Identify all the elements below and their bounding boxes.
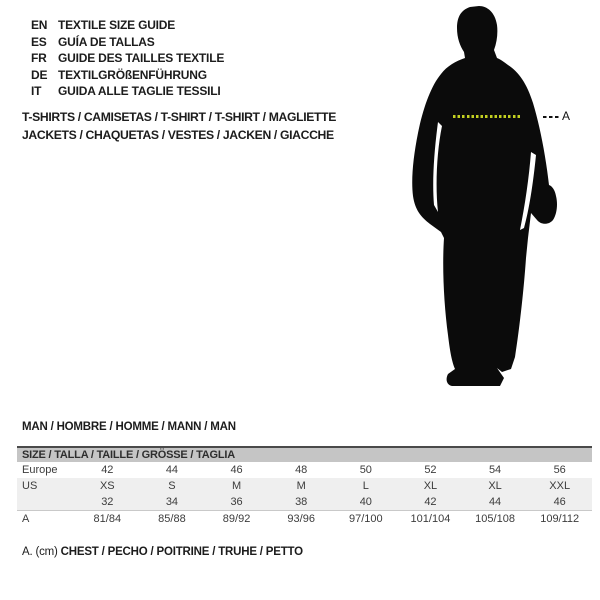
language-label: TEXTILE SIZE GUIDE [58, 18, 176, 32]
footnote-text: CHEST / PECHO / POITRINE / TRUHE / PETTO [60, 546, 303, 558]
language-label: GUIDE DES TAILLES TEXTILE [58, 51, 225, 66]
size-table-body [17, 462, 592, 527]
row-label: Europe [22, 464, 58, 476]
language-code: FR [31, 51, 47, 66]
table-cell: M [296, 480, 306, 492]
table-cell: 85/88 [158, 513, 186, 525]
table-cell: 42 [101, 464, 114, 476]
table-cell: XS [99, 480, 115, 492]
row-label [17, 494, 75, 510]
table-cell: L [362, 480, 369, 492]
table-cell: 52 [424, 464, 437, 476]
chest-measure-line-dotted [453, 115, 521, 118]
table-cell: 105/108 [475, 513, 515, 525]
language-code: ES [31, 34, 47, 49]
table-cell: 97/100 [348, 513, 383, 525]
table-cell: 44 [488, 496, 502, 508]
table-cell: 89/92 [222, 513, 251, 525]
table-cell: 44 [165, 464, 179, 476]
table-cell: 48 [295, 464, 308, 476]
table-cell: XXL [549, 480, 571, 492]
footnote-prefix: A. (cm) [22, 546, 61, 558]
category-line-tshirts: T-SHIRTS / CAMISETAS / T-SHIRT / T-SHIRT / MAGLIETTE [22, 110, 337, 124]
language-label: GUIDA ALLE TAGLIE TESSILI [58, 84, 221, 99]
table-cell: 40 [359, 496, 372, 508]
table-row [17, 510, 592, 527]
table-cell: 93/96 [287, 513, 315, 525]
table-cell: 38 [295, 496, 308, 508]
language-code: IT [31, 84, 42, 99]
language-code: DE [31, 67, 48, 82]
table-cell: 101/104 [410, 513, 451, 525]
table-row [17, 478, 592, 494]
table-cell: 46 [230, 464, 243, 476]
table-row [17, 494, 592, 510]
section-title-man: MAN / HOMBRE / HOMME / MANN / MAN [22, 421, 236, 433]
table-cell: 46 [553, 496, 566, 508]
table-cell: XL [423, 480, 438, 492]
table-cell: 36 [230, 496, 243, 508]
table-cell: 34 [165, 496, 179, 508]
measure-label-a: A [562, 109, 571, 123]
row-label: US [22, 480, 38, 492]
footnote [22, 546, 303, 558]
table-cell: M [231, 480, 242, 492]
language-label: TEXTILGRÖßENFÜHRUNG [58, 67, 207, 82]
measure-callout-dashes [543, 116, 560, 118]
row-label: A [22, 513, 30, 525]
size-table [17, 446, 592, 527]
language-code: EN [31, 18, 48, 32]
table-cell: 54 [488, 464, 502, 476]
table-cell: 56 [553, 464, 566, 476]
table-cell: 109/112 [540, 513, 580, 525]
table-cell: XL [488, 480, 502, 492]
table-cell: 32 [101, 496, 114, 508]
table-cell: S [168, 480, 176, 492]
language-label: GUÍA DE TALLAS [58, 34, 155, 49]
size-table-header: SIZE / TALLA / TAILLE / GRÖSSE / TAGLIA [17, 448, 592, 462]
table-cell: 81/84 [93, 513, 122, 525]
table-cell: 50 [359, 464, 372, 476]
table-cell: 42 [424, 496, 437, 508]
table-row [17, 462, 592, 478]
category-line-jackets: JACKETS / CHAQUETAS / VESTES / JACKEN / GIACCHE [22, 127, 334, 142]
